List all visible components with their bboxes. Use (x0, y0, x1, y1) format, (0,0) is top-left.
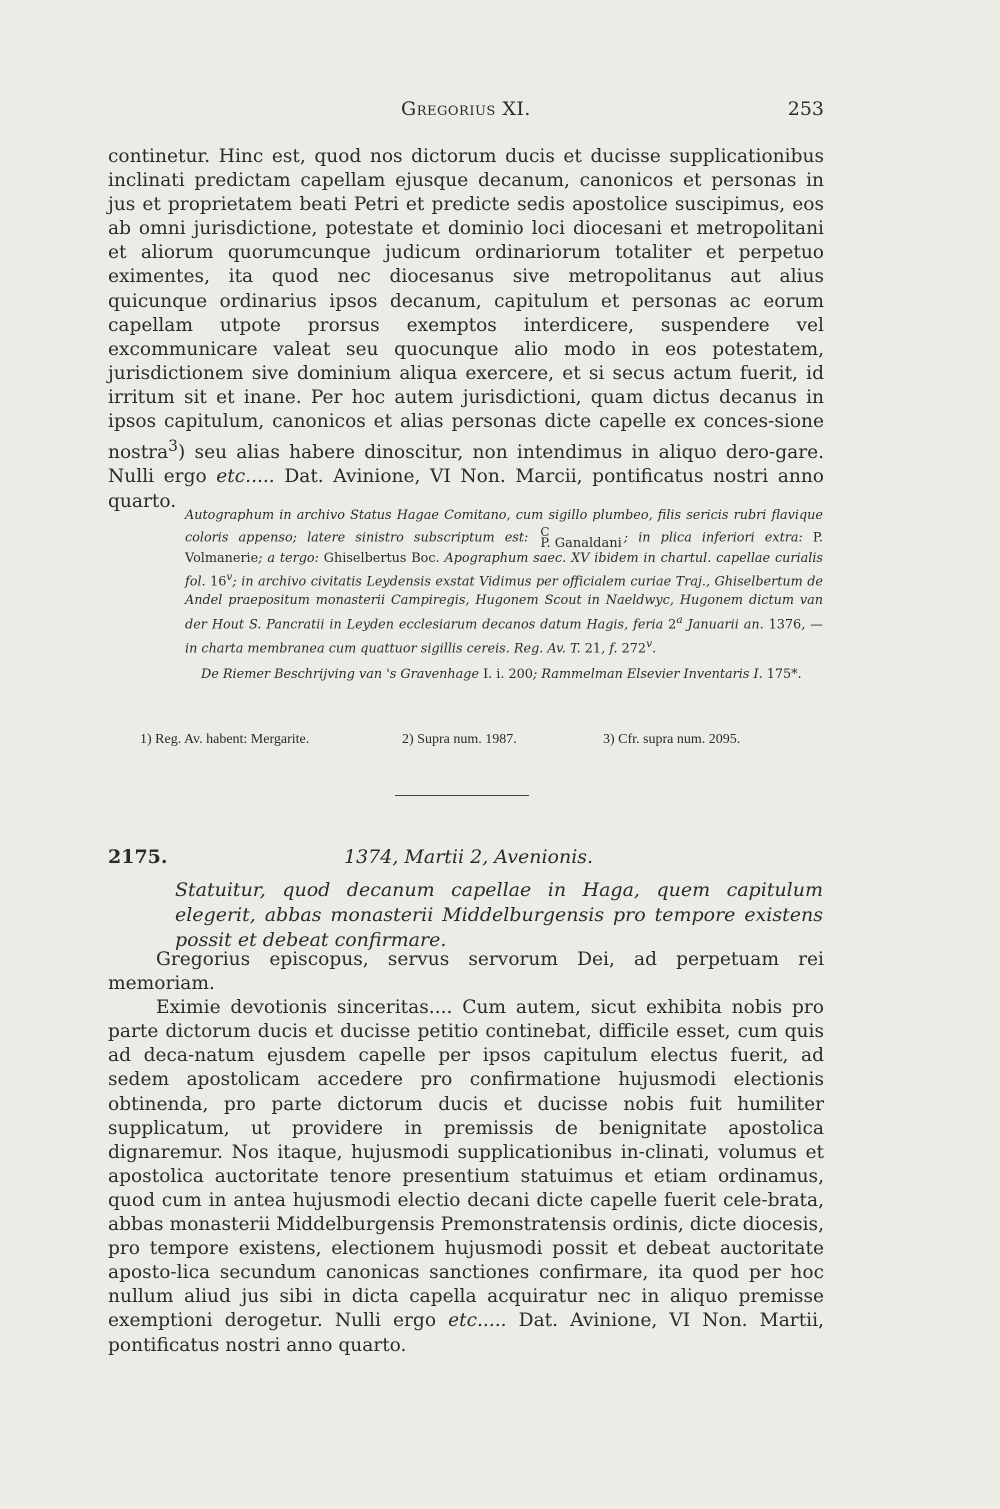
source-note-1: Autographum in archivo Status Hagae Comitano, cum sigillo plumbeo, filis sericis rubri flavique coloris appenso; latere sinistro subscriptum est: C P. Ganaldani ; in plica inferiori extra: P. Volmanerie; a tergo: Ghiselbertus Boc. Apographum saec. XV ibidem in chartul. capellae curialis fol. 16$^v$; in archivo civitatis Leydensis exstat Vidimus per officialem curiae Traj., Ghiselbertum de Andel praepositum monasterii Campiregis, Hugonem Scout in Naeldwyc, Hugonem dictum van der Hout S. Pancratii in Leyden ecclesiarum decanos datum Hagis, feria 2$^a$ Januarii an. 1376, — in charta membranea cum quattuor sigillis cereis. Reg. Av. T. 21, f. 272$^v$. (185, 508, 823, 656)
document-date: 1374, Martii 2, Avenionis. (344, 846, 594, 868)
continued-paragraph: continetur. Hinc est, quod nos dictorum ducis et ducisse supplicationibus inclinati predictam capellam ejusque decanum, canonicos et personas in jus et proprietatem beati Petri et predicte sedis apostolice suscipimus, eos ab omni jurisdictione, potestate et dominio loci diocesani et metropolitani et aliorum quorumcunque judicum ordinariorum totaliter et perpetuo eximentes, ita quod nec diocesanus sive metropolitanus aut alius quicunque ordinarius ipsos decanum, capitulum et personas ac eorum capellam utpote prorsus exemptos interdicere, suspendere vel excommunicare valeat seu quocunque alio modo in eos potestatem, jurisdictionem sive dominium aliqua exercere, et si secus actum fuerit, id irritum sit et inane. Per hoc autem jurisdictioni, quam dictus decanus in ipsos capitulum, canonicos et alias personas dicte capelle ex conces-sione nostra$^3$) seu alias habere dinoscitur, non intendimus in aliquo dero-gare. Nulli ergo etc..... Dat. Avinione, VI Non. Marcii, pontificatus nostri anno quarto. (108, 146, 824, 512)
footnote-3: 3) Cfr. supra num. 2095. (603, 732, 741, 747)
source-note-2: De Riemer Beschrijving van 's Gravenhage I. i. 200; Rammelman Elsevier Inventaris I. 175*. (201, 667, 802, 683)
document-regest: Statuitur, quod decanum capellae in Haga, quem capitulum elegerit, abbas monasterii Middelburgensis pro tempore existens possit et debeat confirmare. (175, 879, 823, 951)
source-notes (185, 507, 823, 685)
page-number: 253 (787, 98, 824, 120)
section-divider (395, 795, 529, 796)
running-head (108, 98, 824, 124)
footnote-ref-3: 3 (168, 437, 179, 456)
text-block-continued (108, 145, 824, 514)
footnote-2: 2) Supra num. 1987. (402, 732, 517, 747)
salutation-line: Gregorius episcopus, servus servorum Dei, ad perpetuam rei memoriam. (108, 949, 824, 995)
document-paragraph: Eximie devotionis sinceritas.... Cum autem, sicut exhibita nobis pro parte dictorum ducis et ducisse petitio continebat, difficile esset, cum quis ad deca-natum ejusdem capelle per ipsos capitulum electus fuerit, ad sedem apostolicam accedere pro confirmatione hujusmodi electionis obtinenda, pro parte dictorum ducis et ducisse nobis fuit humiliter supplicatum, ut providere in premissis de benignitate apostolica dignaremur. Nos itaque, hujusmodi supplicationibus in-clinati, volumus et apostolica auctoritate tenore presentium statuimus et etiam ordinamus, quod cum in antea hujusmodi electio decani dicte capelle fuerit cele-brata, abbas monasterii Middelburgensis Premonstratensis ordinis, dicte diocesis, pro tempore existens, electionem hujusmodi possit et debeat auctoritate aposto-lica secundum canonicas sanctiones confirmare, ita quod per hoc nullum aliud jus sibi in dicta capella acquiratur nec in aliquo premisse exemptioni derogetur. Nulli ergo etc..... Dat. Avinione, VI Non. Martii, pontificatus nostri anno quarto. (108, 997, 824, 1356)
footnote-1: 1) Reg. Av. habent: Mergarite. (140, 732, 310, 747)
document-header (108, 846, 824, 874)
text-block-document (108, 948, 824, 1358)
running-title: Gregorius XI. (401, 98, 531, 120)
document-number: 2175. (108, 846, 168, 868)
